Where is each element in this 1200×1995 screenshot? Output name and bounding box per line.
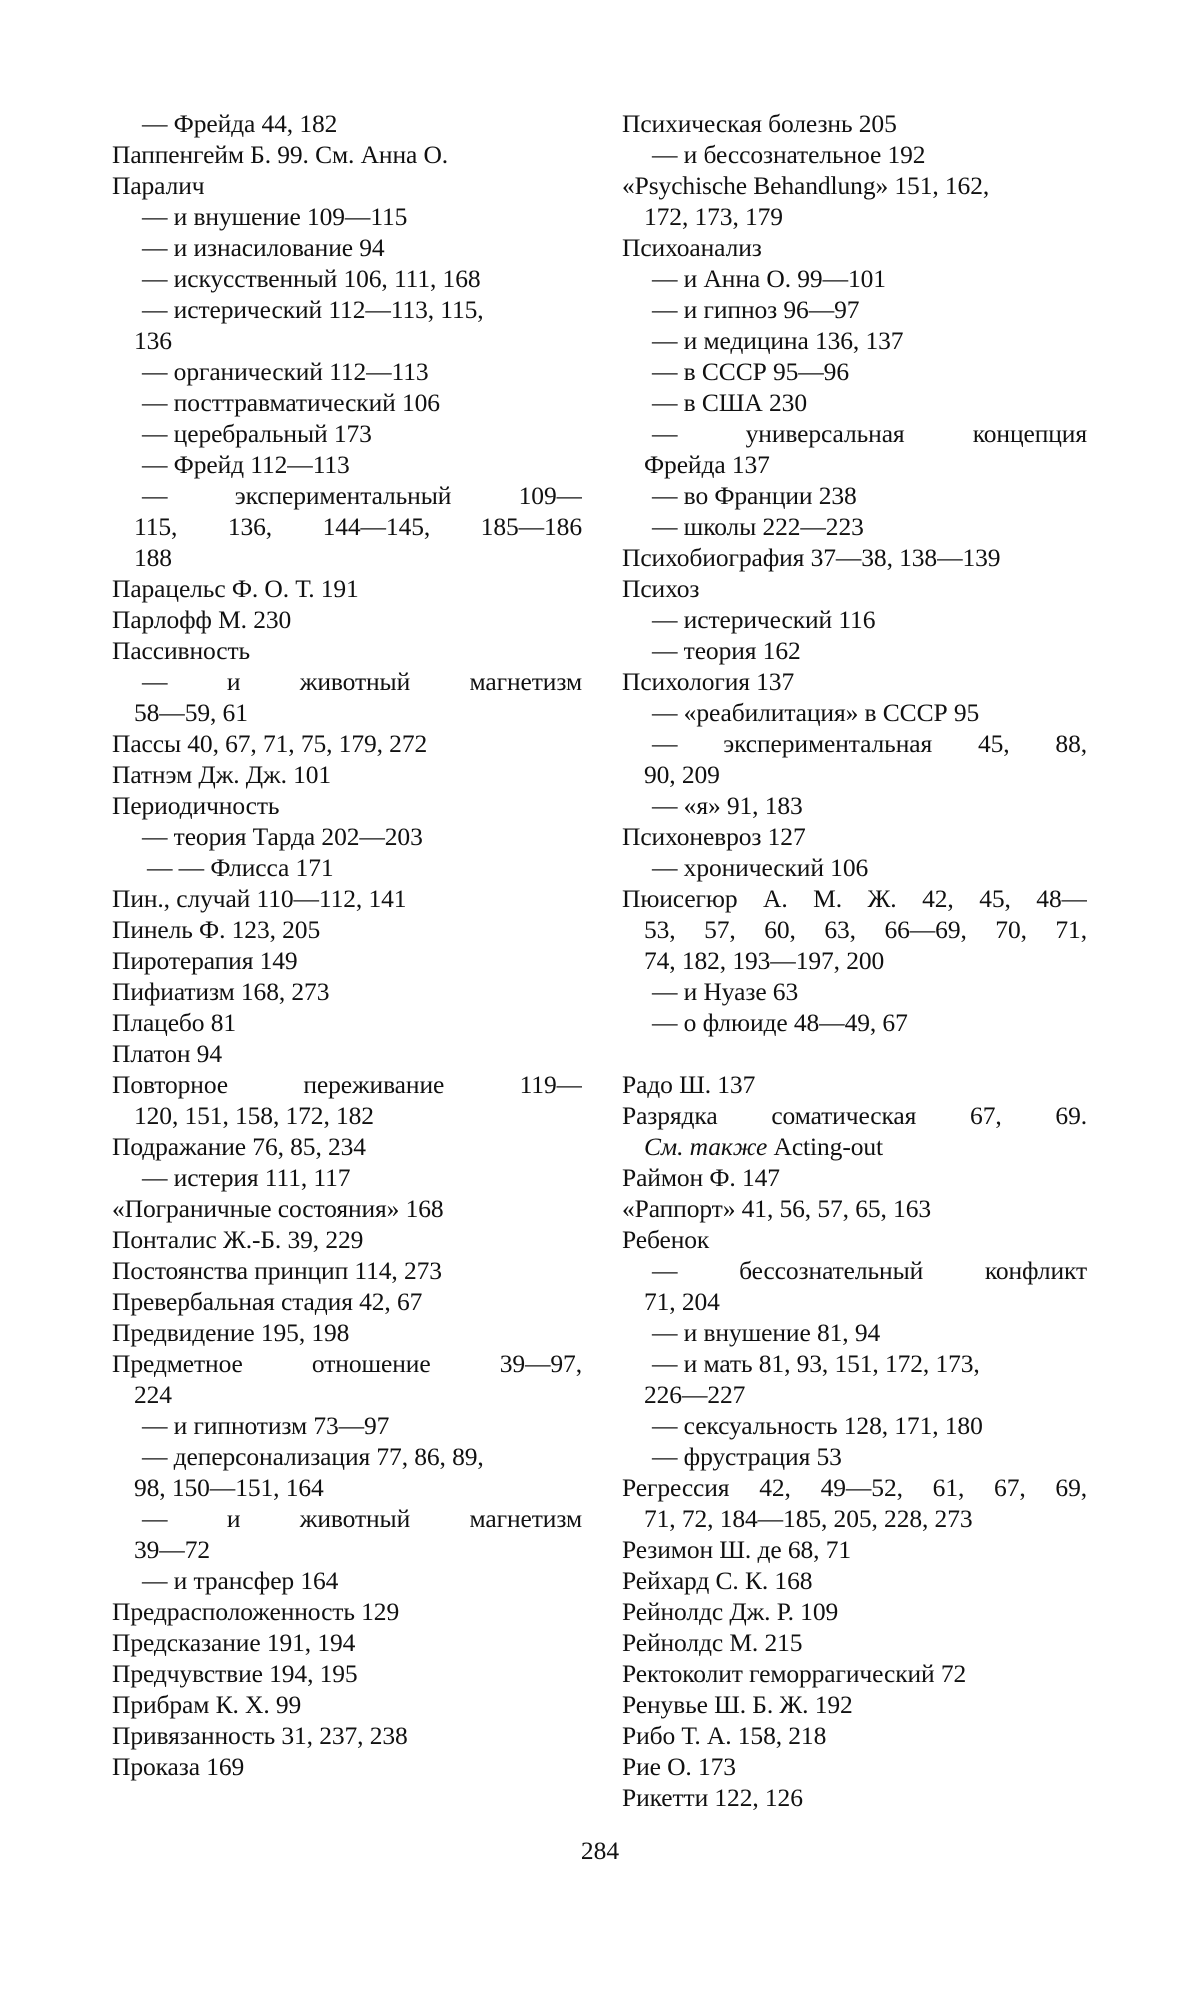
index-subentry: 58—59, 61 xyxy=(134,698,248,727)
index-entry: Предрасположенность 129 xyxy=(112,1597,400,1626)
index-entry: Рибо Т. А. 158, 218 xyxy=(622,1721,827,1750)
index-subentry: — экспериментальная 45, 88, xyxy=(652,729,1087,758)
index-subentry: — и животный магнетизм xyxy=(142,1504,582,1533)
index-subentry: — в США 230 xyxy=(652,388,807,417)
index-subentry: — теория Тарда 202—203 xyxy=(142,822,423,851)
index-entry: Ребенок xyxy=(622,1225,710,1254)
index-subentry: — и Нуазе 63 xyxy=(652,977,799,1006)
index-subentry: — и гипнотизм 73—97 xyxy=(142,1411,390,1440)
index-subentry: — посттравматический 106 xyxy=(142,388,440,417)
index-subentry: — деперсонализация 77, 86, 89, xyxy=(142,1442,484,1471)
index-entry: Пин., случай 110—112, 141 xyxy=(112,884,407,913)
index-subentry: — о флюиде 48—49, 67 xyxy=(652,1008,908,1037)
index-subentry: — и гипноз 96—97 xyxy=(652,295,860,324)
index-subentry: — — Флисса 171 xyxy=(147,853,334,882)
index-subentry: — во Франции 238 xyxy=(652,481,857,510)
index-entry: Платон 94 xyxy=(112,1039,222,1068)
index-entry: Пинель Ф. 123, 205 xyxy=(112,915,321,944)
index-entry: Резимон Ш. де 68, 71 xyxy=(622,1535,851,1564)
index-subentry: — сексуальность 128, 171, 180 xyxy=(652,1411,983,1440)
index-entry: Повторное переживание 119— xyxy=(112,1070,582,1099)
index-entry: Рейнолдс Дж. Р. 109 xyxy=(622,1597,839,1626)
index-subentry: 188 xyxy=(134,543,172,572)
index-entry: Превербальная стадия 42, 67 xyxy=(112,1287,423,1316)
index-subentry: 74, 182, 193—197, 200 xyxy=(644,946,885,975)
index-entry: Психобиография 37—38, 138—139 xyxy=(622,543,1001,572)
index-entry: «Раппорт» 41, 56, 57, 65, 163 xyxy=(622,1194,931,1223)
index-subentry: Фрейда 137 xyxy=(644,450,770,479)
index-subentry: — «я» 91, 183 xyxy=(652,791,803,820)
index-entry: Пассивность xyxy=(112,636,251,665)
index-subentry xyxy=(622,1131,1087,1162)
index-subentry: — истерический 116 xyxy=(652,605,876,634)
index-entry: Предсказание 191, 194 xyxy=(112,1628,356,1657)
index-entry: Парацельс Ф. О. Т. 191 xyxy=(112,574,359,603)
index-subentry: — универсальная концепция xyxy=(652,419,1087,448)
index-subentry: — церебральный 173 xyxy=(142,419,372,448)
index-entry: Предметное отношение 39—97, xyxy=(112,1349,582,1378)
index-subentry: — фрустрация 53 xyxy=(652,1442,842,1471)
index-entry: Рейнолдс М. 215 xyxy=(622,1628,803,1657)
index-subentry: — бессознательный конфликт xyxy=(652,1256,1087,1285)
index-subentry: — в СССР 95—96 xyxy=(652,357,849,386)
index-entry: Паппенгейм Б. 99. См. Анна О. xyxy=(112,140,449,169)
index-entry: Радо Ш. 137 xyxy=(622,1070,756,1099)
index-subentry: 136 xyxy=(134,326,172,355)
index-subentry: — и медицина 136, 137 xyxy=(652,326,904,355)
index-subentry: 115, 136, 144—145, 185—186 xyxy=(134,512,582,541)
index-subentry: — и трансфер 164 xyxy=(142,1566,339,1595)
index-subentry: 39—72 xyxy=(134,1535,211,1564)
index-subentry: — и Анна О. 99—101 xyxy=(652,264,886,293)
index-subentry: — и мать 81, 93, 151, 172, 173, xyxy=(652,1349,980,1378)
index-column-right xyxy=(622,108,1087,1813)
index-subentry: — хронический 106 xyxy=(652,853,869,882)
index-subentry: 120, 151, 158, 172, 182 xyxy=(134,1101,374,1130)
index-subentry: — искусственный 106, 111, 168 xyxy=(142,264,481,293)
index-subentry: 98, 150—151, 164 xyxy=(134,1473,324,1502)
index-entry: Рикетти 122, 126 xyxy=(622,1783,803,1812)
index-entry: Проказа 169 xyxy=(112,1752,245,1781)
see-also-label: См. также xyxy=(644,1132,768,1161)
index-subentry: 71, 72, 184—185, 205, 228, 273 xyxy=(644,1504,973,1533)
index-entry: Рие О. 173 xyxy=(622,1752,736,1781)
index-subentry: — теория 162 xyxy=(652,636,801,665)
index-entry: Психоневроз 127 xyxy=(622,822,806,851)
index-subentry: — и изнасилование 94 xyxy=(142,233,385,262)
index-entry: Психическая болезнь 205 xyxy=(622,109,897,138)
index-entry: Разрядка соматическая 67, 69. xyxy=(622,1101,1087,1130)
index-entry: «Пограничные состояния» 168 xyxy=(112,1194,444,1223)
index-entry: Постоянства принцип 114, 273 xyxy=(112,1256,442,1285)
index-entry: Пассы 40, 67, 71, 75, 179, 272 xyxy=(112,729,428,758)
index-subentry: — экспериментальный 109— xyxy=(142,481,582,510)
index-entry: «Psychische Behandlung» 151, 162, xyxy=(622,171,990,200)
index-subentry: 172, 173, 179 xyxy=(644,202,783,231)
index-entry: Понталис Ж.-Б. 39, 229 xyxy=(112,1225,364,1254)
index-entry: Ректоколит геморрагический 72 xyxy=(622,1659,967,1688)
index-entry: Психоз xyxy=(622,574,700,603)
index-entry: Психоанализ xyxy=(622,233,762,262)
index-column-left xyxy=(112,108,582,1782)
index-entry: Прибрам К. Х. 99 xyxy=(112,1690,302,1719)
index-entry: Психология 137 xyxy=(622,667,795,696)
index-subentry: — органический 112—113 xyxy=(142,357,429,386)
index-subentry: — и внушение 81, 94 xyxy=(652,1318,881,1347)
index-entry: Предвидение 195, 198 xyxy=(112,1318,350,1347)
index-subentry: 71, 204 xyxy=(644,1287,720,1316)
index-entry: Ренувье Ш. Б. Ж. 192 xyxy=(622,1690,853,1719)
index-subentry: 226—227 xyxy=(644,1380,746,1409)
index-subentry: — и внушение 109—115 xyxy=(142,202,408,231)
page-number: 284 xyxy=(580,1836,620,1865)
index-entry: Плацебо 81 xyxy=(112,1008,237,1037)
index-subentry: — Фрейда 44, 182 xyxy=(142,109,338,138)
index-entry: Пюисегюр А. М. Ж. 42, 45, 48— xyxy=(622,884,1087,913)
index-entry: Парлофф М. 230 xyxy=(112,605,292,634)
index-subentry: — школы 222—223 xyxy=(652,512,864,541)
index-subentry: — истерический 112—113, 115, xyxy=(142,295,484,324)
index-entry: Пифиатизм 168, 273 xyxy=(112,977,330,1006)
index-subentry: 90, 209 xyxy=(644,760,720,789)
index-entry: Предчувствие 194, 195 xyxy=(112,1659,358,1688)
index-entry: Привязанность 31, 237, 238 xyxy=(112,1721,408,1750)
see-also-target: Acting-out xyxy=(767,1132,884,1161)
index-entry: Пиротерапия 149 xyxy=(112,946,298,975)
index-subentry: — и животный магнетизм xyxy=(142,667,582,696)
index-entry: Подражание 76, 85, 234 xyxy=(112,1132,366,1161)
index-entry: Патнэм Дж. Дж. 101 xyxy=(112,760,332,789)
index-subentry: — и бессознательное 192 xyxy=(652,140,926,169)
index-subentry: — истерия 111, 117 xyxy=(142,1163,351,1192)
index-entry: Паралич xyxy=(112,171,205,200)
index-entry: Периодичность xyxy=(112,791,280,820)
index-entry: Рейхард С. К. 168 xyxy=(622,1566,813,1595)
section-gap xyxy=(622,1038,1087,1069)
index-subentry: 224 xyxy=(134,1380,172,1409)
index-subentry: 53, 57, 60, 63, 66—69, 70, 71, xyxy=(644,915,1087,944)
index-entry: Раймон Ф. 147 xyxy=(622,1163,780,1192)
index-subentry: — Фрейд 112—113 xyxy=(142,450,350,479)
index-subentry: — «реабилитация» в СССР 95 xyxy=(652,698,980,727)
index-entry: Регрессия 42, 49—52, 61, 67, 69, xyxy=(622,1473,1087,1502)
